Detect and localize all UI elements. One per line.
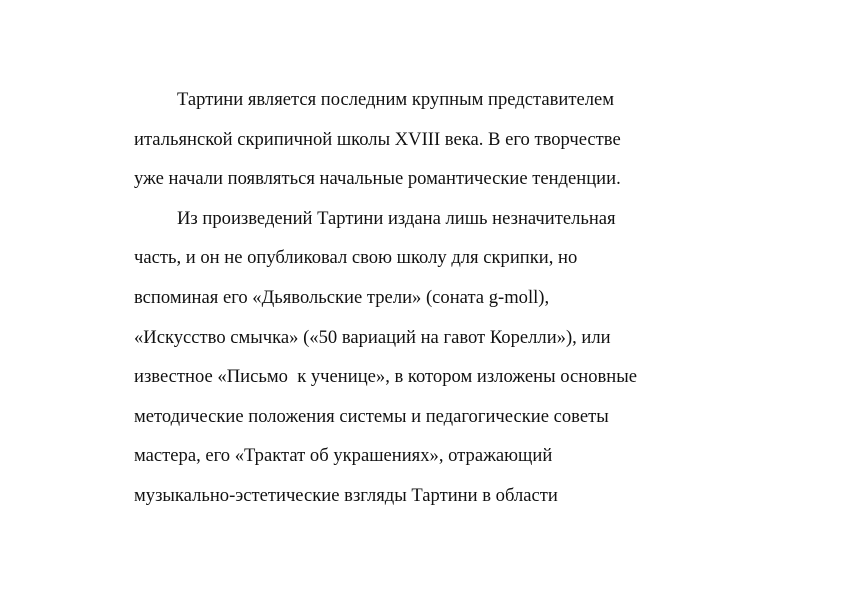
body-text [134, 86, 734, 522]
text-line: «Искусство смычка» («50 вариаций на гавот Корелли»), или [134, 326, 611, 348]
text-line: музыкально-эстетические взгляды Тартини в области [134, 484, 558, 506]
text-line: Из произведений Тартини издана лишь незначительная [177, 207, 616, 229]
text-line: методические положения системы и педагогические советы [134, 405, 609, 427]
text-line: уже начали появляться начальные романтические тенденции. [134, 168, 621, 190]
text-line: Тартини является последним крупным представителем [177, 89, 614, 110]
text-line: известное «Письмо к ученице», в котором изложены основные [134, 366, 637, 388]
text-line: часть, и он не опубликовал свою школу для скрипки, но [134, 247, 578, 269]
text-line: мастера, его «Трактат об украшениях», отражающий [134, 445, 553, 467]
text-line: вспоминая его «Дьявольские трели» (соната g-moll), [134, 286, 550, 308]
text-line: итальянской скрипичной школы XVIII века. В его творчестве [134, 128, 621, 150]
